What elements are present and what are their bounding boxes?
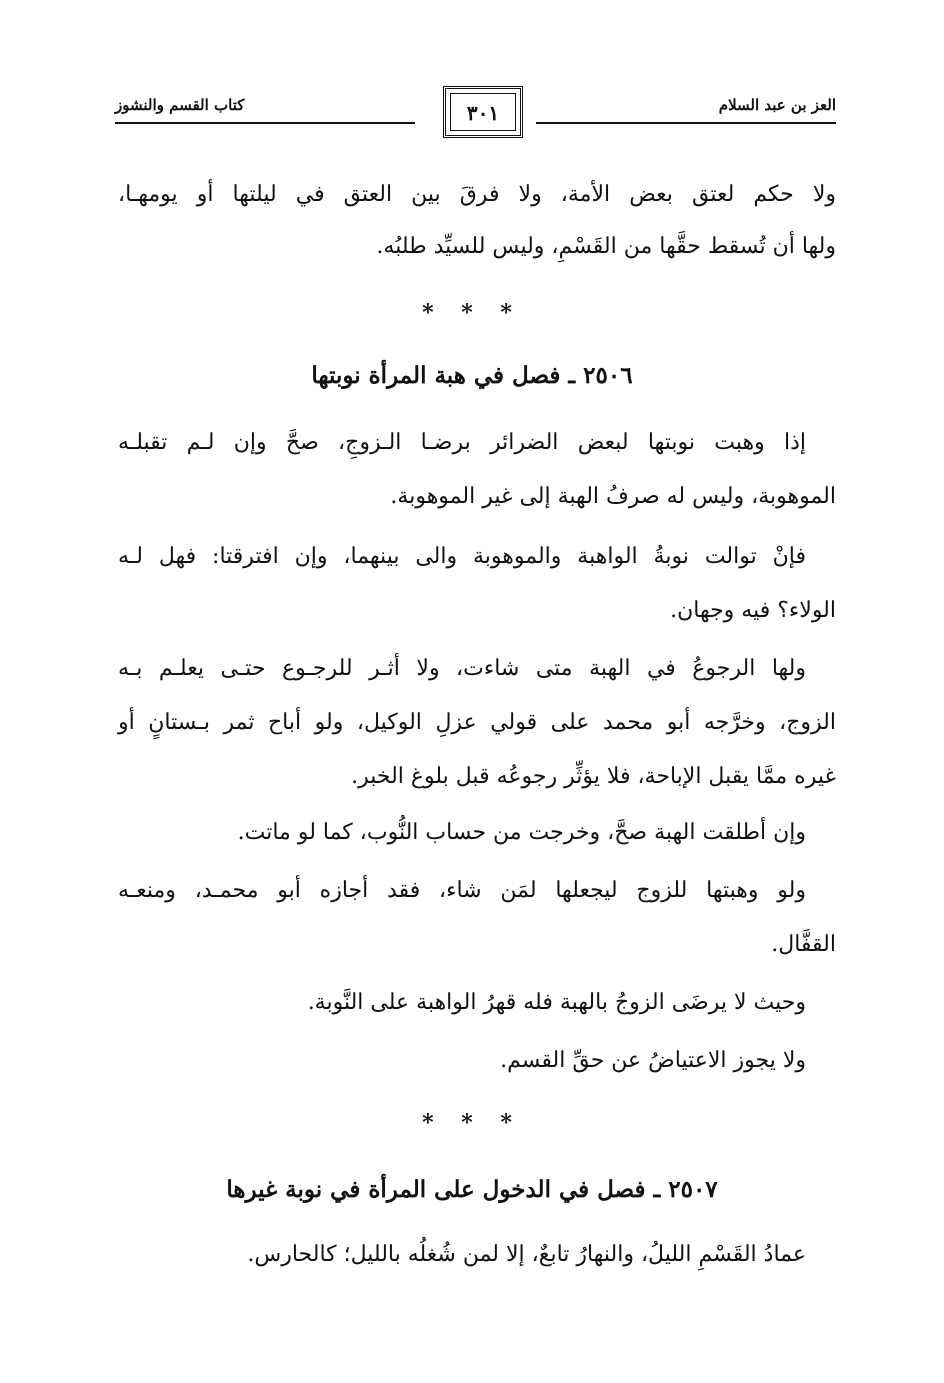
text-line: عمادُ القَسْمِ الليلُ، والنهارُ تابعٌ، إلا لمن شُغلُه بالليل؛ كالحارس. [247, 1242, 806, 1267]
text-line: إذا وهبت نوبتها لبعض الضرائر برضـا الـزوجِ، صحَّ وإن لـم تقبلـه [118, 430, 806, 455]
text-line: القفَّال. [771, 932, 836, 957]
text-line: غيره ممَّا يقبل الإباحة، فلا يؤثِّر رجوعُه قبل بلوغ الخبر. [351, 764, 836, 789]
text-line: وإن أطلقت الهبة صحَّ، وخرجت من حساب النُّوب، كما لو ماتت. [237, 820, 806, 845]
header-rule-left [115, 122, 415, 124]
text-line: الزوج، وخرَّجه أبو محمد على قولي عزلِ الوكيل، ولو أباح ثمر بـستانٍ أو [118, 710, 836, 735]
text-line: ولو وهبتها للزوج ليجعلها لمَن شاء، فقد أجازه أبو محمـد، ومنعـه [118, 878, 806, 903]
page-number: ٣٠١ [466, 101, 500, 125]
section-separator: * * * [422, 1110, 522, 1136]
text-line: فإنْ توالت نوبةُ الواهبة والموهوبة والى بينهما، وإن افترقتا: فهل لـه [118, 544, 806, 569]
text-line: ولا يجوز الاعتياضُ عن حقِّ القسم. [500, 1048, 806, 1073]
text-line: وحيث لا يرضَى الزوجُ بالهبة فله قهرُ الواهبة على النَّوبة. [307, 990, 806, 1015]
running-header [115, 88, 836, 134]
text-line: ولها أن تُسقط حقَّها من القَسْمِ، وليس للسيِّد طلبُه. [376, 234, 836, 259]
page-number-frame [443, 86, 523, 138]
text-line: ولا حكم لعتق بعض الأمة، ولا فرقَ بين العتق في ليلتها أو يومهـا، [118, 182, 836, 207]
text-line: ولها الرجوعُ في الهبة متى شاءت، ولا أثـر للرجـوع حتـى يعلـم بـه [118, 656, 806, 681]
book-section-title: كتاب القسم والنشوز [115, 96, 245, 114]
author-name: العز بن عبد السلام [718, 96, 836, 114]
section-heading-2506: ٢٥٠٦ ـ فصل في هبة المرأة نوبتها [311, 362, 633, 389]
text-line: الولاء؟ فيه وجهان. [670, 598, 836, 623]
section-separator: * * * [422, 300, 522, 326]
section-heading-2507: ٢٥٠٧ ـ فصل في الدخول على المرأة في نوبة غيرها [226, 1176, 718, 1203]
header-rule-right [536, 122, 836, 124]
text-line: الموهوبة، وليس له صرفُ الهبة إلى غير الموهوبة. [390, 484, 836, 509]
